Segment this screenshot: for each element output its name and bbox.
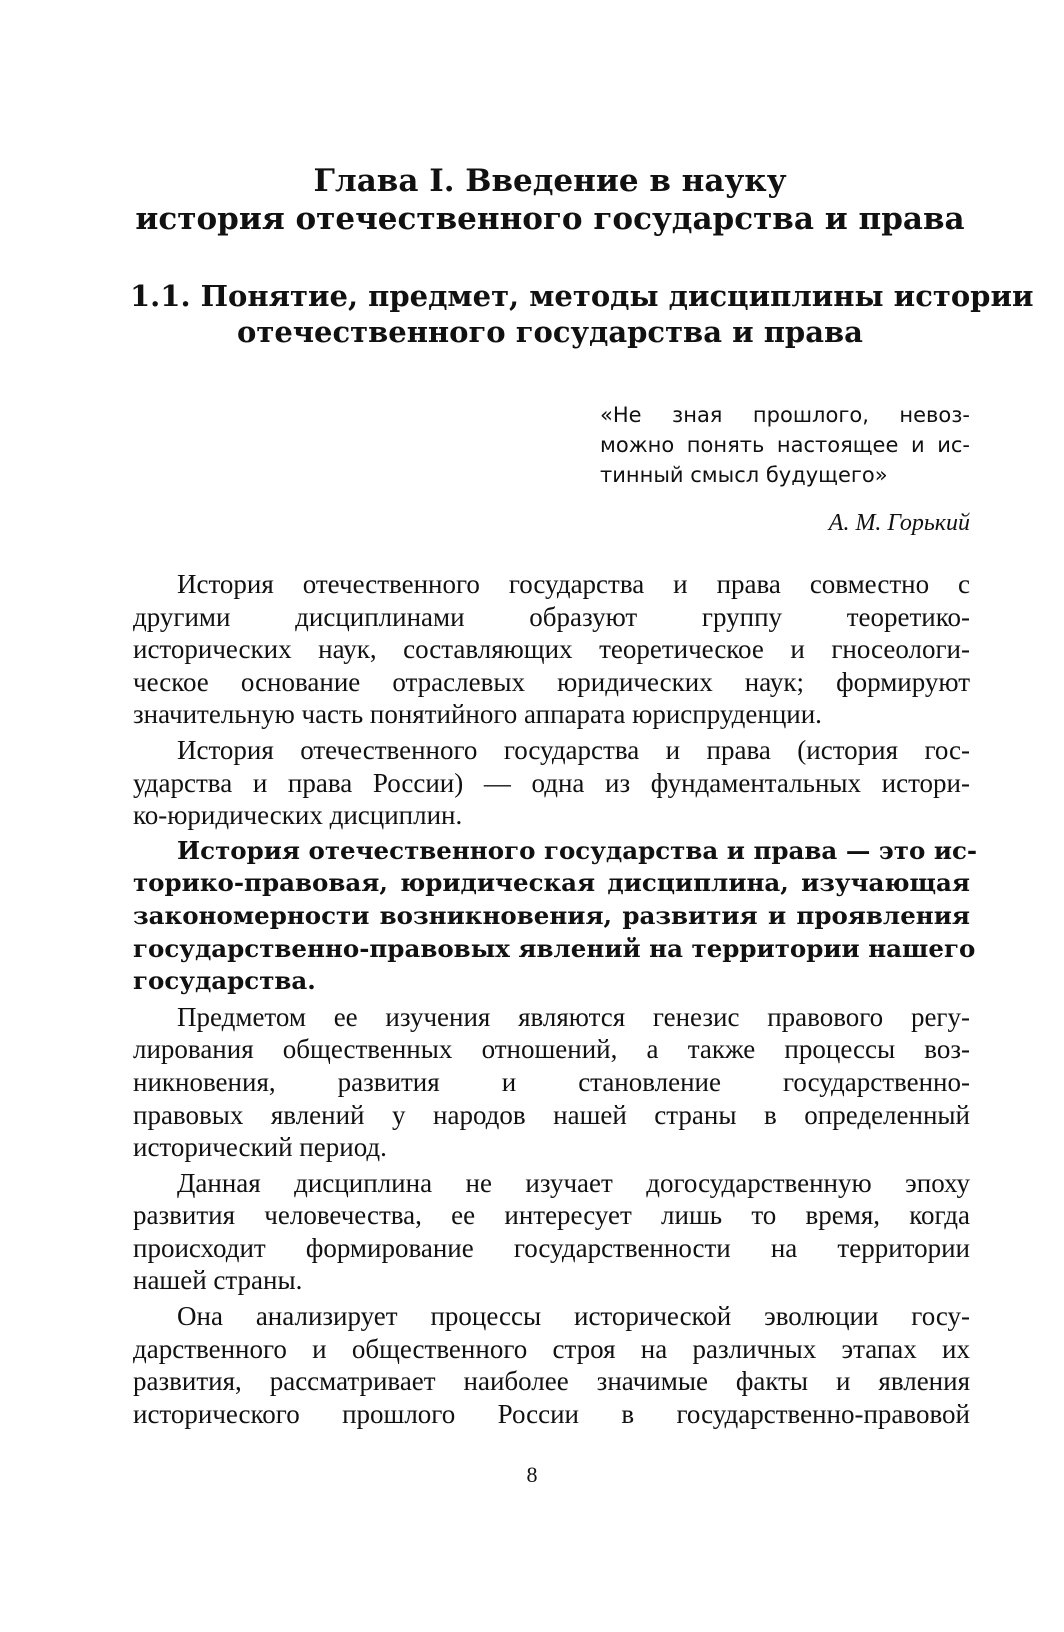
- text-line: развития, рассматривает наиболее значимые факты и явления: [133, 1366, 970, 1397]
- text-line: правовых явлений у народов нашей страны в определенный: [133, 1099, 970, 1130]
- epigraph-quote: [600, 400, 970, 490]
- text-line: Она анализирует процессы исторической эволюции госу-: [177, 1301, 970, 1332]
- section-title: [130, 278, 1034, 350]
- text-line: никновения, развития и становление государственно-: [133, 1066, 970, 1097]
- paragraph: [133, 1001, 970, 1164]
- page-number: 8: [526, 1462, 538, 1487]
- chapter-title-line: история отечественного государства и права: [135, 201, 965, 237]
- text-line: другими дисциплинами образуют группу теоретико-: [133, 601, 970, 632]
- paragraph: [133, 1300, 970, 1430]
- text-line: ко-юридических дисциплин.: [133, 800, 463, 831]
- section-title-line: 1.1. Понятие, предмет, методы дисциплины истории: [130, 279, 1034, 313]
- epigraph-line: тинный смысл будущего»: [600, 463, 888, 487]
- epigraph-author: А. М. Горький: [828, 510, 970, 536]
- definition-paragraph: [133, 835, 978, 998]
- text-line: ческое основание отраслевых юридических наук; формируют: [133, 666, 970, 697]
- text-line: исторических наук, составляющих теоретическое и гносеологи-: [133, 634, 970, 665]
- text-line: исторического прошлого России в государственно-правовой: [133, 1398, 970, 1429]
- text-line: исторический период.: [133, 1132, 387, 1163]
- paragraph: [133, 568, 970, 731]
- text-line: дарственного и общественного строя на различных этапах их: [133, 1333, 970, 1364]
- text-line: История отечественного государства и права (история гос-: [177, 734, 970, 765]
- paragraph: [133, 734, 970, 832]
- text-line: развития человечества, ее интересует лишь то время, когда: [133, 1200, 970, 1231]
- paragraph: [133, 1167, 970, 1297]
- text-line: История отечественного государства и права совместно с: [177, 569, 970, 599]
- chapter-title-line: Глава I. Введение в науку: [313, 163, 787, 199]
- text-line: значительную часть понятийного аппарата юриспруденции.: [133, 699, 822, 730]
- section-title-line: отечественного государства и права: [237, 315, 863, 349]
- body-text: [133, 568, 978, 1433]
- text-line: закономерности возникновения, развития и проявления: [133, 900, 970, 930]
- text-line: Данная дисциплина не изучает догосударственную эпоху: [177, 1167, 970, 1198]
- text-line: лирования общественных отношений, а также процессы воз-: [133, 1034, 970, 1065]
- text-line: происходит формирование государственности на территории: [133, 1232, 970, 1263]
- text-line: государства.: [133, 966, 316, 996]
- text-line: Предметом ее изучения являются генезис правового регу-: [177, 1001, 970, 1032]
- text-line: История отечественного государства и права — это ис-: [177, 835, 978, 865]
- text-line: ударства и права России) — одна из фундаментальных истори-: [133, 767, 970, 798]
- chapter-title: [130, 162, 970, 238]
- text-line: торико-правовая, юридическая дисциплина, изучающая: [133, 868, 970, 898]
- text-line: нашей страны.: [133, 1265, 303, 1296]
- epigraph-line: «Не зная прошлого, невоз-: [600, 403, 970, 427]
- epigraph-line: можно понять настоящее и ис-: [600, 433, 970, 457]
- text-line: государственно-правовых явлений на территории нашего: [133, 933, 976, 963]
